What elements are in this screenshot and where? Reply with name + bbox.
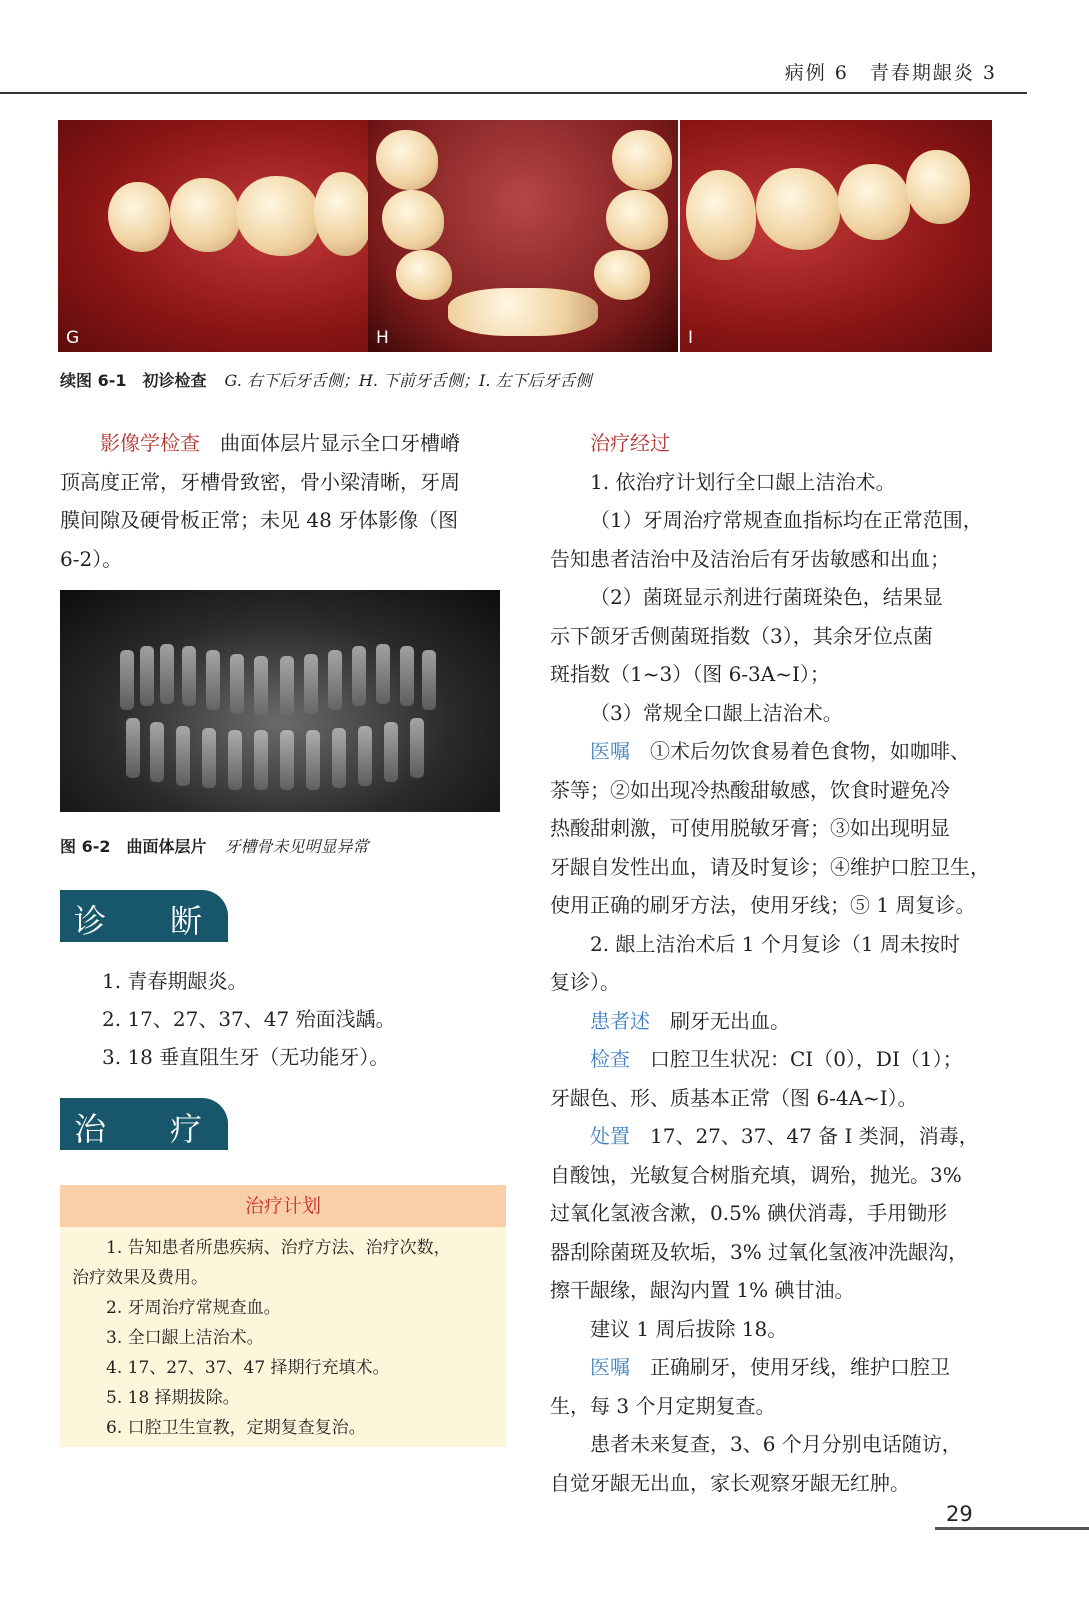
- page-number-rule: [935, 1527, 1089, 1530]
- course-text: 使用正确的刷牙方法，使用牙线；⑤ 1 周复诊。: [550, 893, 976, 917]
- photo-i-left-lower-lingual: [680, 120, 992, 352]
- caption-label: 图 6-2 曲面体层片: [60, 837, 207, 856]
- course-line: [550, 963, 992, 1002]
- page-number: 29: [946, 1502, 973, 1526]
- course-line: [550, 1002, 992, 1041]
- course-text: 过氧化氢液含漱，0.5% 碘伏消毒，手用锄形: [550, 1201, 948, 1225]
- photo-letter: G: [66, 328, 80, 348]
- course-text: 17、27、37、47 备 I 类洞，消毒，: [650, 1124, 979, 1148]
- caption-text: G. 右下后牙舌侧；H. 下前牙舌侧；I. 左下后牙舌侧: [224, 371, 592, 390]
- diagnosis-item: 2. 17、27、37、47 殆面浅龋。: [102, 1007, 396, 1031]
- course-line: [550, 1040, 992, 1079]
- course-line: [550, 655, 992, 694]
- photo-g-right-lower-lingual: [58, 120, 368, 352]
- course-line: [550, 848, 992, 887]
- plan-item: 治疗效果及费用。: [72, 1268, 208, 1288]
- course-text: 复诊）。: [550, 970, 620, 994]
- panoramic-xray-image: [60, 590, 500, 812]
- imaging-paragraph: [60, 424, 502, 578]
- plan-item: 1. 告知患者所患疾病、治疗方法、治疗次数，: [106, 1238, 451, 1258]
- treatment-tab-label: 治 疗: [74, 1110, 203, 1148]
- course-text: 口腔卫生状况：CI（0），DI（1）；: [650, 1047, 963, 1071]
- course-heading: 治疗经过: [590, 431, 670, 455]
- course-line: [550, 1310, 992, 1349]
- course-line: [550, 463, 992, 502]
- running-title: 病例 6 青春期龈炎 3: [784, 62, 997, 84]
- course-line: [550, 1156, 992, 1195]
- course-text: 热酸甜刺激，可使用脱敏牙膏；③如出现明显: [550, 816, 950, 840]
- diagnosis-item: 1. 青春期龈炎。: [102, 969, 248, 993]
- course-text: 示下颌牙舌侧菌斑指数（3），其余牙位点菌: [550, 623, 933, 648]
- course-line: [550, 1271, 992, 1310]
- photo-h-lower-anterior-lingual: [368, 120, 678, 352]
- course-line: [550, 1425, 992, 1464]
- plan-item: 4. 17、27、37、47 择期行充填术。: [106, 1358, 390, 1378]
- photo-letter: I: [688, 328, 694, 348]
- course-text: 牙龈自发性出血，请及时复诊；④维护口腔卫生，: [550, 854, 990, 879]
- treatment-plan-box: [60, 1185, 506, 1447]
- diagnosis-tab-label: 诊 断: [74, 902, 203, 940]
- imaging-heading: 影像学检查: [100, 431, 200, 455]
- course-line: [550, 1348, 992, 1387]
- course-text: （1）牙周治疗常规查血指标均在正常范围，: [590, 508, 983, 532]
- course-line: [550, 1464, 992, 1503]
- treatment-plan-title: 治疗计划: [60, 1185, 506, 1227]
- course-text: （2）菌斑显示剂进行菌斑染色，结果显: [590, 585, 943, 609]
- course-line: [550, 1387, 992, 1426]
- course-label: 医嘱: [590, 739, 630, 763]
- course-text: 牙龈色、形、质基本正常（图 6-4A~I）。: [550, 1085, 918, 1110]
- course-line: [550, 925, 992, 964]
- caption-label: 续图 6-1 初诊检查: [60, 371, 207, 390]
- course-label: 患者述: [590, 1008, 650, 1033]
- imaging-line: 顶高度正常，牙槽骨致密，骨小梁清晰，牙周: [60, 469, 460, 494]
- course-line: [550, 809, 992, 848]
- course-line: [550, 732, 992, 771]
- course-text: 生，每 3 个月定期复查。: [550, 1393, 776, 1418]
- course-line: [550, 578, 992, 617]
- caption-text: 牙槽骨未见明显异常: [224, 837, 369, 856]
- course-text: 自酸蚀，光敏复合树脂充填，调殆，抛光。3%: [550, 1162, 962, 1187]
- course-text: 茶等；②如出现冷热酸甜敏感，饮食时避免冷: [550, 777, 950, 802]
- imaging-line: 曲面体层片显示全口牙槽嵴: [220, 431, 460, 455]
- course-line: [550, 1079, 992, 1118]
- course-text: （3）常规全口龈上洁治术。: [590, 700, 843, 725]
- course-text: 自觉牙龈无出血，家长观察牙龈无红肿。: [550, 1470, 910, 1495]
- plan-item: 5. 18 择期拔除。: [106, 1388, 240, 1408]
- figure-6-1-caption: [60, 368, 592, 391]
- course-line: [550, 617, 992, 656]
- course-text: 1. 依治疗计划行全口龈上洁治术。: [590, 469, 896, 494]
- page-header: [0, 0, 1089, 95]
- course-label: 医嘱: [590, 1355, 630, 1379]
- plan-item: 2. 牙周治疗常规查血。: [106, 1298, 281, 1318]
- diagnosis-list: [102, 962, 396, 1076]
- treatment-course: [550, 424, 992, 1502]
- course-line: [550, 694, 992, 733]
- diagnosis-item: 3. 18 垂直阻生牙（无功能牙）。: [102, 1045, 390, 1069]
- course-text: 患者未来复查，3、6 个月分别电话随访，: [590, 1432, 962, 1456]
- course-line: [550, 1194, 992, 1233]
- plan-item: 3. 全口龈上洁治术。: [106, 1328, 264, 1348]
- treatment-plan-list: [60, 1227, 506, 1443]
- course-text: 告知患者洁治中及洁治后有牙齿敏感和出血；: [550, 546, 950, 571]
- plan-item: 6. 口腔卫生宣教，定期复查复治。: [106, 1418, 366, 1438]
- course-text: 刷牙无出血。: [670, 1008, 790, 1033]
- course-label: 处置: [590, 1124, 630, 1148]
- figure-6-2-caption: [60, 834, 369, 857]
- course-text: 2. 龈上洁治术后 1 个月复诊（1 周未按时: [590, 931, 960, 956]
- course-line: [550, 886, 992, 925]
- photo-letter: H: [376, 328, 389, 348]
- diagnosis-section-tab: [60, 890, 228, 942]
- header-rule: [0, 92, 1027, 94]
- course-lines: [550, 463, 992, 1503]
- course-text: 正确刷牙，使用牙线，维护口腔卫: [650, 1355, 950, 1379]
- course-label: 检查: [590, 1047, 630, 1071]
- imaging-line: 6-2）。: [60, 546, 123, 571]
- treatment-section-tab: [60, 1098, 228, 1150]
- imaging-line: 膜间隙及硬骨板正常；未见 48 牙体影像（图: [60, 508, 459, 532]
- course-text: ①术后勿饮食易着色食物，如咖啡、: [650, 739, 970, 763]
- course-line: [550, 1233, 992, 1272]
- course-text: 器刮除菌斑及软垢，3% 过氧化氢液冲洗龈沟，: [550, 1239, 969, 1264]
- course-line: [550, 501, 992, 540]
- course-line: [550, 1117, 992, 1156]
- course-text: 斑指数（1~3）（图 6-3A~I）；: [550, 662, 830, 686]
- course-line: [550, 771, 992, 810]
- course-line: [550, 540, 992, 579]
- course-text: 建议 1 周后拔除 18。: [590, 1316, 788, 1341]
- course-text: 擦干龈缘，龈沟内置 1% 碘甘油。: [550, 1278, 855, 1302]
